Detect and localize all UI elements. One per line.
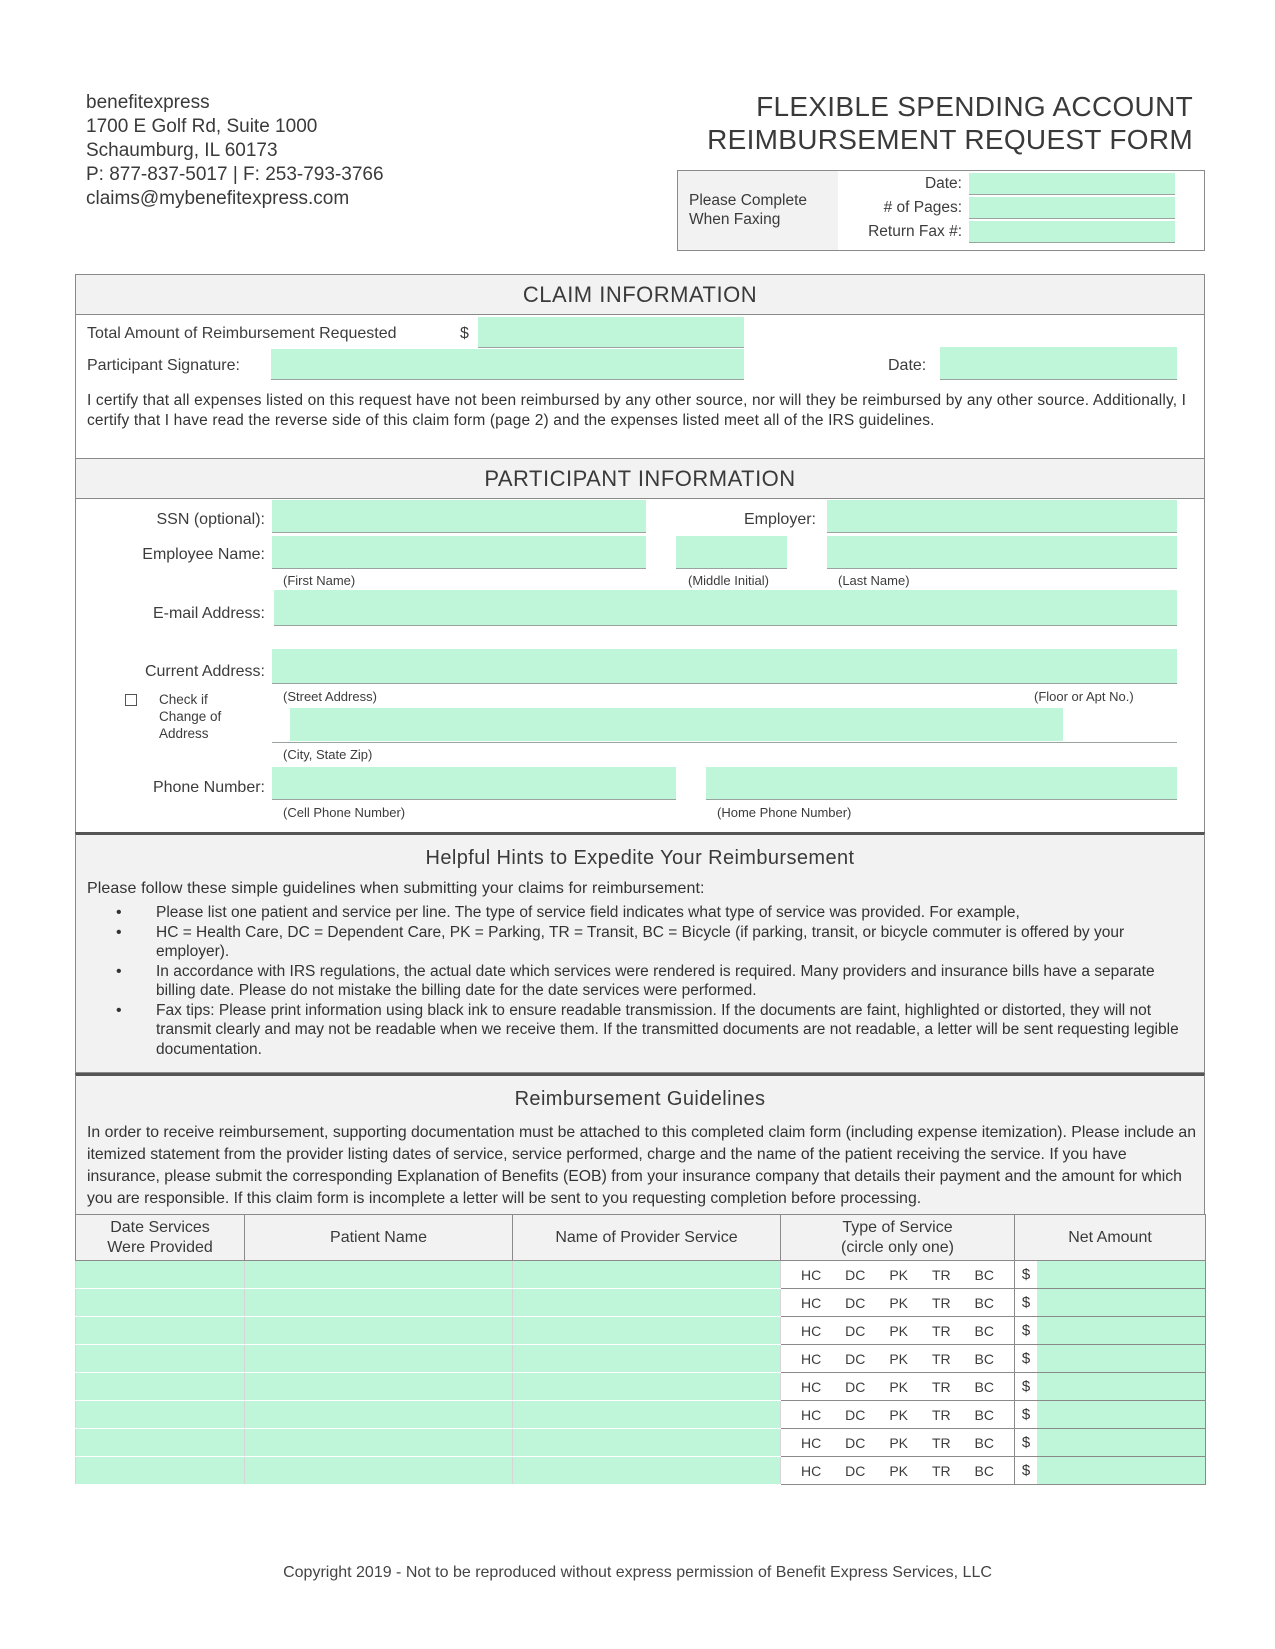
amount-field[interactable]	[478, 317, 744, 348]
email-label: E-mail Address:	[152, 605, 265, 622]
first-name-caption: (First Name)	[283, 573, 356, 588]
service-type-option-bc[interactable]: BC	[974, 1406, 994, 1423]
ssn-label: SSN (optional):	[156, 511, 265, 528]
phone-number-label: Phone Number:	[152, 779, 265, 796]
net-amount-dollar-sign: $	[1021, 1378, 1031, 1395]
city-caption: (City, State Zip)	[283, 747, 373, 762]
ssn-field[interactable]	[272, 500, 646, 533]
home-caption: (Home Phone Number)	[717, 805, 852, 820]
patient-name-field[interactable]	[245, 1401, 513, 1429]
type-of-service-cell	[781, 1457, 1015, 1485]
guidelines-text: In order to receive reimbursement, supporting documentation must be attached to this completed claim form (including expense itemization). Please include an itemized statement from the provider listing dates of service, service performed, charge and the name of the patient receiving the service. If you have insurance, please submit the corresponding Explanation of Benefits (EOB) from your insurance company that details their payment and the amount for which you are responsible. If this claim form is incomplete a letter will be sent to you requesting completion before processing.	[87, 1124, 1196, 1207]
provider-service-field[interactable]	[513, 1373, 781, 1401]
date-field[interactable]	[76, 1289, 245, 1317]
middle-initial-caption: (Middle Initial)	[688, 573, 769, 588]
patient-name-field[interactable]	[245, 1373, 513, 1401]
hints-heading: Helpful Hints to Expedite Your Reimbursement	[425, 847, 855, 869]
service-type-option-dc[interactable]: DC	[845, 1294, 866, 1311]
patient-name-field[interactable]	[245, 1345, 513, 1373]
col-type-of-service: Type of Service (circle only one)	[781, 1215, 1015, 1261]
provider-service-field[interactable]	[513, 1289, 781, 1317]
service-type-option-hc[interactable]: HC	[800, 1350, 822, 1367]
service-type-option-dc[interactable]: DC	[845, 1462, 866, 1479]
net-amount-field[interactable]	[1037, 1457, 1205, 1484]
fax-info-box	[677, 170, 1205, 251]
service-type-option-tr[interactable]: TR	[931, 1378, 951, 1395]
claim-heading: CLAIM INFORMATION	[76, 275, 1204, 315]
reimbursement-guidelines-section	[75, 1073, 1205, 1214]
change-of-address-label: Check if Change of Address	[159, 692, 222, 741]
amount-dollar-sign: $	[460, 325, 469, 342]
service-type-option-pk[interactable]: PK	[889, 1462, 908, 1479]
service-type-option-dc[interactable]: DC	[845, 1266, 866, 1283]
employer-field[interactable]	[827, 500, 1177, 533]
current-address-label: Current Address:	[144, 663, 265, 680]
change-of-address-checkbox[interactable]	[125, 694, 137, 706]
net-amount-dollar-sign: $	[1021, 1462, 1031, 1479]
form-title-line2: REIMBURSEMENT REQUEST FORM	[707, 124, 1193, 155]
net-amount-cell	[1015, 1345, 1206, 1373]
service-type-option-pk[interactable]: PK	[889, 1266, 908, 1283]
provider-service-field[interactable]	[513, 1401, 781, 1429]
type-of-service-cell	[781, 1401, 1015, 1429]
net-amount-cell	[1015, 1429, 1206, 1457]
service-type-option-dc[interactable]: DC	[845, 1322, 866, 1339]
type-of-service-cell	[781, 1429, 1015, 1457]
fax-return-field[interactable]	[969, 221, 1175, 243]
service-type-option-tr[interactable]: TR	[931, 1406, 951, 1423]
patient-name-field[interactable]	[245, 1317, 513, 1345]
city-state-zip-field[interactable]	[290, 708, 1063, 741]
fax-return-label: Return Fax #:	[868, 223, 962, 240]
hint-item: • Fax tips: Please print information using black ink to ensure readable transmission. If the documents are faint, highlighted or distorted, they will not transmit clearly and may not be readable when we receive them. If the transmitted documents are not readable, a letter will be sent requesting legible documentation.	[156, 1001, 1196, 1060]
participant-heading: PARTICIPANT INFORMATION	[76, 458, 1204, 499]
service-type-option-pk[interactable]: PK	[889, 1294, 908, 1311]
table-row	[76, 1289, 1206, 1317]
company-email[interactable]: claims@mybenefitexpress.com	[86, 188, 350, 209]
company-street: 1700 E Golf Rd, Suite 1000	[86, 116, 318, 137]
service-type-option-pk[interactable]: PK	[889, 1406, 908, 1423]
service-type-option-dc[interactable]: DC	[845, 1434, 866, 1451]
patient-name-field[interactable]	[245, 1289, 513, 1317]
fax-pages-field[interactable]	[969, 197, 1175, 219]
table-row	[76, 1345, 1206, 1373]
company-city: Schaumburg, IL 60173	[86, 140, 278, 161]
service-type-option-tr[interactable]: TR	[931, 1294, 951, 1311]
net-amount-dollar-sign: $	[1021, 1322, 1031, 1339]
service-type-option-hc[interactable]: HC	[800, 1434, 822, 1451]
col-provider-service: Name of Provider Service	[513, 1215, 781, 1261]
net-amount-dollar-sign: $	[1021, 1294, 1031, 1311]
net-amount-field[interactable]	[1037, 1429, 1205, 1456]
form-title-line1: FLEXIBLE SPENDING ACCOUNT	[756, 91, 1193, 122]
service-type-option-bc[interactable]: BC	[974, 1462, 994, 1479]
col-patient-name: Patient Name	[245, 1215, 513, 1261]
floor-caption: (Floor or Apt No.)	[1034, 689, 1134, 704]
service-type-option-dc[interactable]: DC	[845, 1406, 866, 1423]
service-type-option-pk[interactable]: PK	[889, 1322, 908, 1339]
service-type-option-pk[interactable]: PK	[889, 1350, 908, 1367]
table-row	[76, 1429, 1206, 1457]
helpful-hints-section	[75, 832, 1205, 1073]
company-phone-fax: P: 877-837-5017 | F: 253-793-3766	[86, 164, 384, 185]
provider-service-field[interactable]	[513, 1345, 781, 1373]
cell-phone-field[interactable]	[272, 767, 676, 800]
service-type-option-tr[interactable]: TR	[931, 1462, 951, 1479]
date-field[interactable]	[76, 1429, 245, 1457]
provider-service-field[interactable]	[513, 1429, 781, 1457]
service-type-option-tr[interactable]: TR	[931, 1266, 951, 1283]
fax-date-label: Date:	[924, 175, 962, 192]
service-type-option-hc[interactable]: HC	[800, 1294, 822, 1311]
net-amount-field[interactable]	[1037, 1317, 1205, 1344]
amount-label: Total Amount of Reimbursement Requested	[87, 325, 397, 342]
claim-date-field[interactable]	[940, 347, 1177, 380]
patient-name-field[interactable]	[245, 1429, 513, 1457]
hints-list	[156, 903, 1196, 1059]
provider-service-field[interactable]	[513, 1457, 781, 1485]
date-field[interactable]	[76, 1261, 245, 1289]
service-type-option-hc[interactable]: HC	[800, 1378, 822, 1395]
net-amount-field[interactable]	[1037, 1401, 1205, 1428]
signature-field[interactable]	[271, 349, 744, 380]
net-amount-cell	[1015, 1401, 1206, 1429]
service-type-option-tr[interactable]: TR	[931, 1350, 951, 1367]
service-type-option-pk[interactable]: PK	[889, 1378, 908, 1395]
expense-table	[75, 1214, 1206, 1485]
net-amount-field[interactable]	[1037, 1345, 1205, 1372]
service-type-option-bc[interactable]: BC	[974, 1266, 994, 1283]
service-type-option-pk[interactable]: PK	[889, 1434, 908, 1451]
claim-date-label: Date:	[888, 357, 927, 374]
type-of-service-cell	[781, 1261, 1015, 1289]
net-amount-field[interactable]	[1037, 1261, 1205, 1288]
service-type-option-hc[interactable]: HC	[800, 1406, 822, 1423]
guidelines-heading: Reimbursement Guidelines	[514, 1088, 766, 1110]
service-type-option-hc[interactable]: HC	[800, 1322, 822, 1339]
service-type-option-tr[interactable]: TR	[931, 1322, 951, 1339]
form-title	[707, 90, 1193, 156]
company-name: benefitexpress	[86, 92, 210, 113]
service-type-option-bc[interactable]: BC	[974, 1322, 994, 1339]
fax-date-field[interactable]	[969, 173, 1175, 195]
street-caption: (Street Address)	[283, 689, 377, 704]
date-field[interactable]	[76, 1373, 245, 1401]
hints-intro: Please follow these simple guidelines when submitting your claims for reimbursement:	[87, 880, 705, 897]
date-field[interactable]	[76, 1345, 245, 1373]
net-amount-cell	[1015, 1289, 1206, 1317]
street-address-field[interactable]	[272, 649, 1070, 684]
service-type-option-dc[interactable]: DC	[845, 1378, 866, 1395]
first-name-field[interactable]	[272, 536, 646, 569]
floor-apt-field[interactable]	[1023, 649, 1177, 684]
hint-item: • In accordance with IRS regulations, the actual date which services were rendered is required. Many providers and insurance bills have a separate billing date. Please do not mistake the billing date for the date services were performed.	[156, 962, 1196, 1001]
copyright-footer: Copyright 2019 - Not to be reproduced without express permission of Benefit Express Services, LLC	[283, 1564, 992, 1581]
type-of-service-cell	[781, 1289, 1015, 1317]
net-amount-dollar-sign: $	[1021, 1350, 1031, 1367]
date-field[interactable]	[76, 1401, 245, 1429]
net-amount-dollar-sign: $	[1021, 1434, 1031, 1451]
table-row	[76, 1457, 1206, 1485]
last-name-field[interactable]	[827, 536, 1177, 569]
patient-name-field[interactable]	[245, 1261, 513, 1289]
service-type-option-hc[interactable]: HC	[800, 1266, 822, 1283]
net-amount-field[interactable]	[1037, 1373, 1205, 1400]
middle-initial-field[interactable]	[676, 536, 787, 569]
type-of-service-cell	[781, 1373, 1015, 1401]
service-type-option-bc[interactable]: BC	[974, 1294, 994, 1311]
table-row	[76, 1261, 1206, 1289]
company-address-block	[86, 91, 384, 211]
employee-name-label: Employee Name:	[142, 546, 265, 563]
service-type-option-bc[interactable]: BC	[974, 1350, 994, 1367]
table-row	[76, 1401, 1206, 1429]
home-phone-field[interactable]	[706, 767, 1177, 800]
type-of-service-cell	[781, 1317, 1015, 1345]
employer-label: Employer:	[743, 511, 816, 528]
date-field[interactable]	[76, 1317, 245, 1345]
col-date-services: Date Services Were Provided	[76, 1215, 245, 1261]
net-amount-dollar-sign: $	[1021, 1406, 1031, 1423]
cell-caption: (Cell Phone Number)	[283, 805, 406, 820]
patient-name-field[interactable]	[245, 1457, 513, 1485]
net-amount-cell	[1015, 1261, 1206, 1289]
last-name-caption: (Last Name)	[838, 573, 910, 588]
net-amount-cell	[1015, 1373, 1206, 1401]
hint-item: • Please list one patient and service per line. The type of service field indicates what type of service was provided. For example,	[156, 903, 1196, 923]
fax-pages-label: # of Pages:	[883, 199, 962, 216]
date-field[interactable]	[76, 1457, 245, 1485]
table-header-row	[76, 1215, 1206, 1261]
table-row	[76, 1373, 1206, 1401]
fax-note: Please Complete When Faxing	[689, 192, 808, 228]
email-field[interactable]	[274, 590, 1177, 626]
service-type-option-hc[interactable]: HC	[800, 1462, 822, 1479]
net-amount-cell	[1015, 1457, 1206, 1485]
table-row	[76, 1317, 1206, 1345]
signature-label: Participant Signature:	[87, 357, 240, 374]
net-amount-cell	[1015, 1317, 1206, 1345]
net-amount-field[interactable]	[1037, 1289, 1205, 1316]
col-net-amount: Net Amount	[1015, 1215, 1206, 1261]
hint-item: • HC = Health Care, DC = Dependent Care, PK = Parking, TR = Transit, BC = Bicycle (if parking, transit, or bicycle commuter is offered by your employer).	[156, 923, 1196, 962]
type-of-service-cell	[781, 1345, 1015, 1373]
claim-information-section	[75, 274, 1205, 459]
provider-service-field[interactable]	[513, 1317, 781, 1345]
service-type-option-bc[interactable]: BC	[974, 1378, 994, 1395]
participant-information-section	[75, 458, 1205, 833]
service-type-option-dc[interactable]: DC	[845, 1350, 866, 1367]
service-type-option-bc[interactable]: BC	[974, 1434, 994, 1451]
service-type-option-tr[interactable]: TR	[931, 1434, 951, 1451]
net-amount-dollar-sign: $	[1021, 1266, 1031, 1283]
certification-text: I certify that all expenses listed on this request have not been reimbursed by any other source, nor will they be reimbursed by any other source. Additionally, I certify that I have read the reverse side of this claim form (page 2) and the expenses listed meet all of the IRS guidelines.	[87, 392, 1187, 429]
provider-service-field[interactable]	[513, 1261, 781, 1289]
